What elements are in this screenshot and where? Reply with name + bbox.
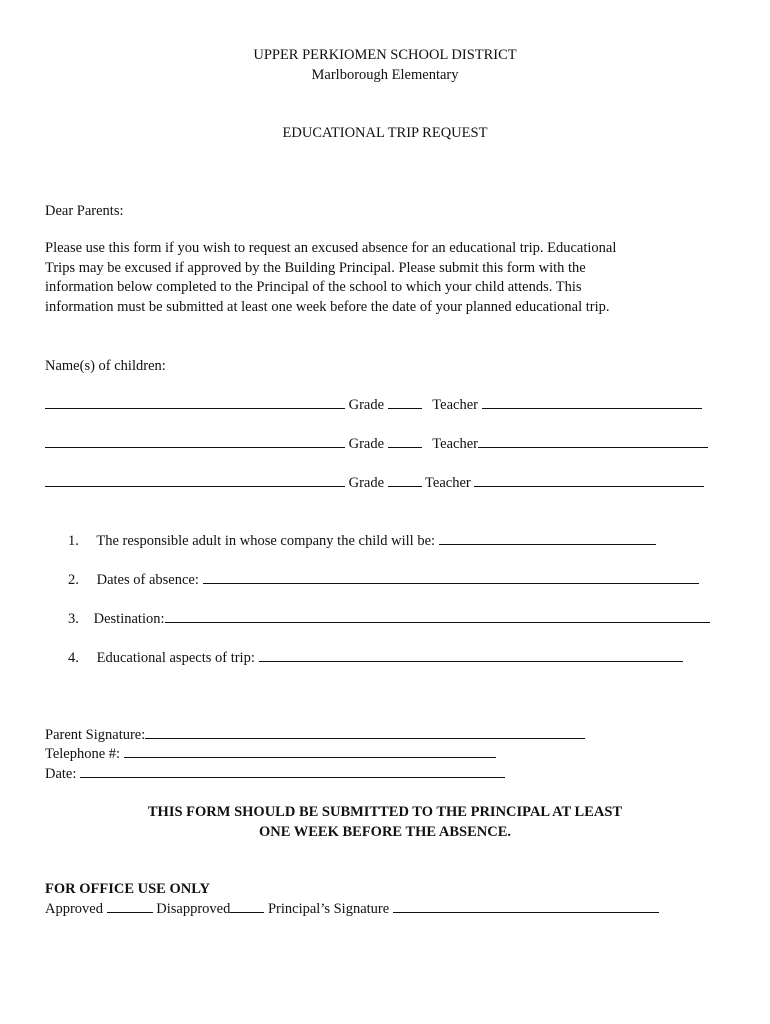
principal-signature-label: Principal’s Signature <box>267 901 390 917</box>
question-number: 1. <box>68 533 79 549</box>
date-label: Date: <box>45 766 77 782</box>
question-label: The responsible adult in whose company the child will be: <box>96 533 436 549</box>
grade-label: Grade <box>348 436 385 452</box>
telephone-row <box>45 745 496 763</box>
intro-paragraph <box>45 239 725 317</box>
child-name-field[interactable] <box>45 474 345 487</box>
parent-signature-label: Parent Signature: <box>45 727 146 743</box>
office-use-row <box>45 900 659 918</box>
principal-signature-field[interactable] <box>393 900 659 913</box>
date-field[interactable] <box>80 765 505 778</box>
question-label: Educational aspects of trip: <box>96 650 255 666</box>
submission-notice-line2: ONE WEEK BEFORE THE ABSENCE. <box>258 824 512 840</box>
salutation: Dear Parents: <box>45 203 124 219</box>
form-title: EDUCATIONAL TRIP REQUEST <box>282 125 488 141</box>
grade-field[interactable] <box>388 435 422 448</box>
teacher-label: Teacher <box>432 436 478 452</box>
child-row <box>45 435 708 453</box>
child-row <box>45 396 702 414</box>
question-number: 3. <box>68 611 79 627</box>
child-name-field[interactable] <box>45 396 345 409</box>
teacher-field[interactable] <box>478 435 708 448</box>
disapproved-field[interactable] <box>230 900 264 913</box>
destination-field[interactable] <box>165 610 710 623</box>
teacher-field[interactable] <box>482 396 702 409</box>
question-number: 4. <box>68 650 79 666</box>
approved-label: Approved <box>45 901 103 917</box>
submission-notice-line1: THIS FORM SHOULD BE SUBMITTED TO THE PRINCIPAL AT LEAST <box>147 804 623 820</box>
responsible-adult-field[interactable] <box>439 532 656 545</box>
teacher-label: Teacher <box>432 397 478 413</box>
child-name-field[interactable] <box>45 435 345 448</box>
question-1 <box>68 532 656 550</box>
grade-label: Grade <box>348 475 385 491</box>
dates-of-absence-field[interactable] <box>203 571 699 584</box>
date-row <box>45 765 505 783</box>
question-label: Dates of absence: <box>96 572 199 588</box>
grade-field[interactable] <box>388 474 422 487</box>
approved-field[interactable] <box>107 900 153 913</box>
district-name: UPPER PERKIOMEN SCHOOL DISTRICT <box>253 47 517 63</box>
telephone-label: Telephone #: <box>45 746 121 762</box>
question-number: 2. <box>68 572 79 588</box>
question-label: Destination: <box>93 611 165 627</box>
parent-signature-row <box>45 726 585 744</box>
grade-label: Grade <box>348 397 385 413</box>
teacher-label: Teacher <box>425 475 471 491</box>
intro-line: Please use this form if you wish to request an excused absence for an educational trip. Educational <box>45 240 617 256</box>
intro-line: Trips may be excused if approved by the Building Principal. Please submit this form with the <box>45 259 586 276</box>
children-label: Name(s) of children: <box>45 358 166 374</box>
intro-line: information must be submitted at least one week before the date of your planned educational trip. <box>45 298 610 315</box>
disapproved-label: Disapproved <box>156 901 231 917</box>
question-2 <box>68 571 699 589</box>
grade-field[interactable] <box>388 396 422 409</box>
teacher-field[interactable] <box>474 474 704 487</box>
telephone-field[interactable] <box>124 745 496 758</box>
office-use-heading: FOR OFFICE USE ONLY <box>45 881 211 897</box>
child-row <box>45 474 704 492</box>
intro-line: information below completed to the Principal of the school to which your child attends. This <box>45 279 582 295</box>
question-3 <box>68 610 710 628</box>
parent-signature-field[interactable] <box>145 726 585 739</box>
educational-aspects-field[interactable] <box>259 649 683 662</box>
question-4 <box>68 649 683 667</box>
school-name: Marlborough Elementary <box>311 67 459 83</box>
